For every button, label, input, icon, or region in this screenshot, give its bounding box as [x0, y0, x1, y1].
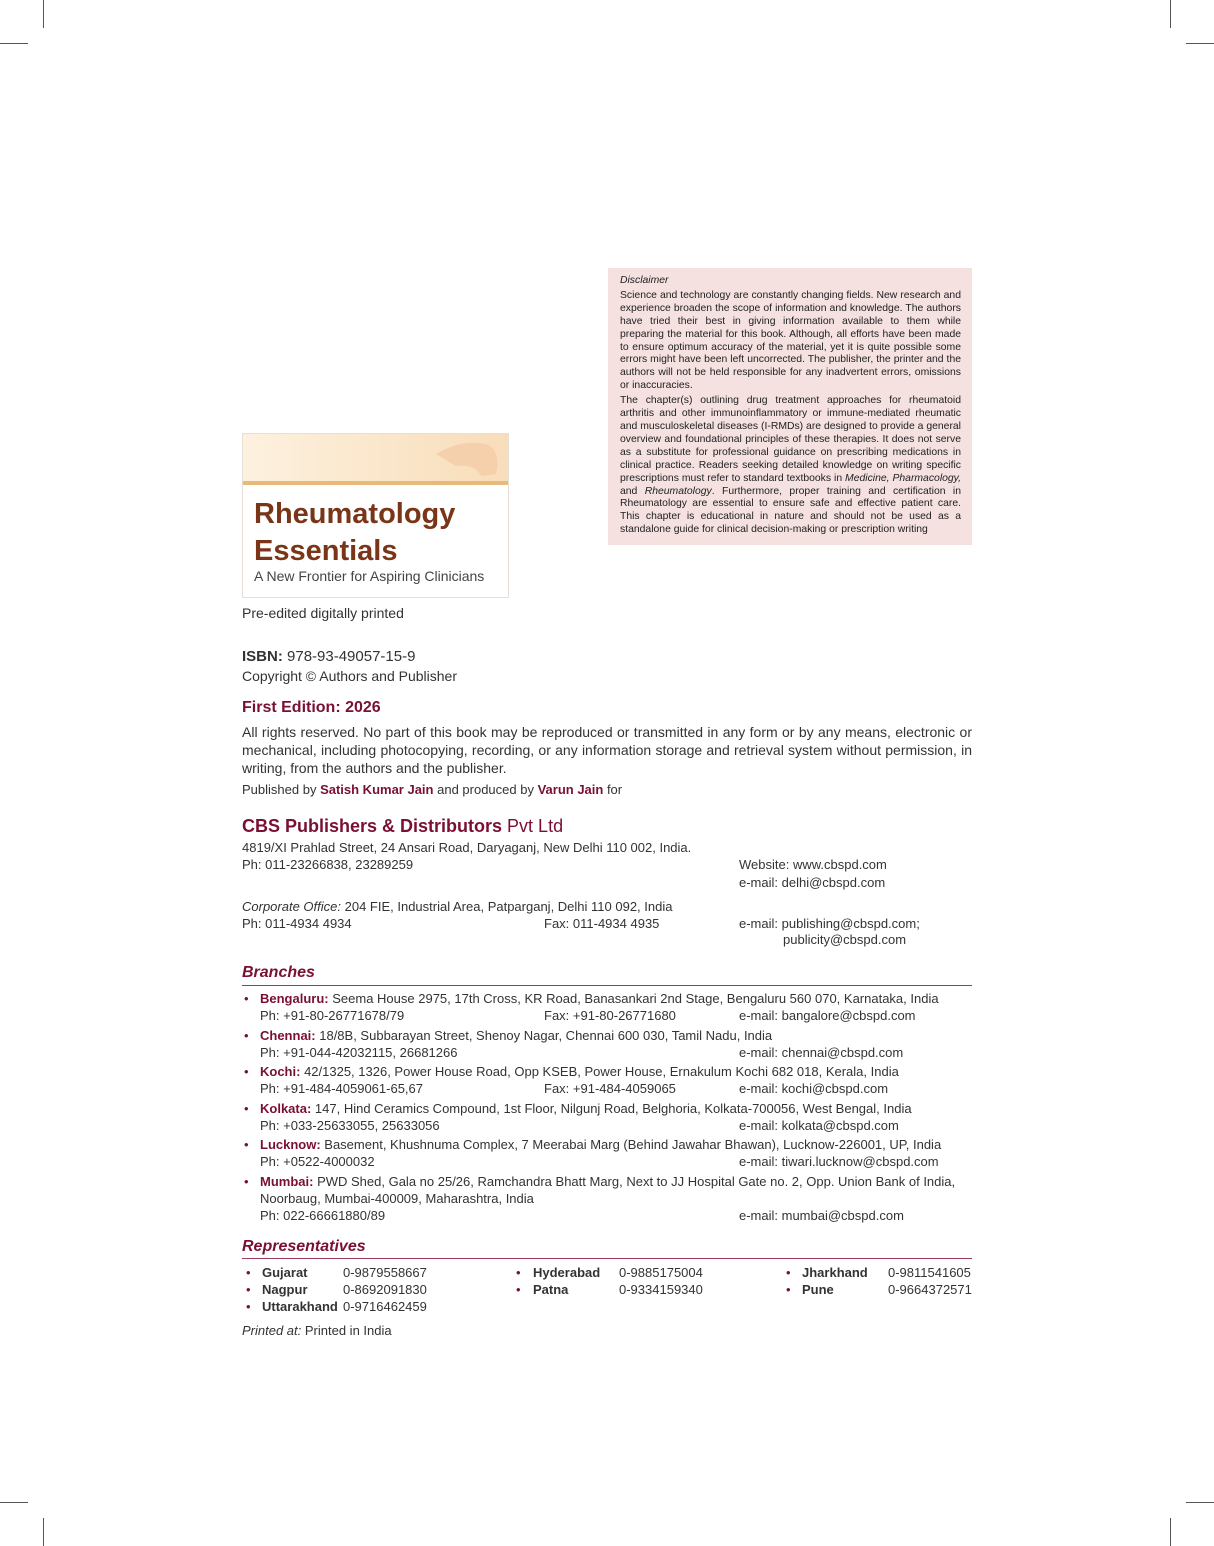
bullet-icon: •: [244, 1101, 249, 1116]
branch-phone: Ph: +91-80-26771678/79: [260, 1008, 405, 1023]
branch-email: e-mail: kolkata@cbspd.com: [739, 1118, 899, 1133]
branches-heading: Branches: [242, 964, 315, 981]
representative-name: Pune: [802, 1282, 834, 1297]
cover-subtitle: A New Frontier for Aspiring Clinicians: [254, 568, 485, 584]
corporate-email: e-mail: publishing@cbspd.com;: [739, 916, 920, 931]
text: . Furthermore, proper training and certification in Rheumatology are essential to ensure safe and effective patient care. This chapter is educational in nature and should not be used as a standalone guide for clinical decision-making or prescription writing: [620, 485, 961, 536]
branch-email: e-mail: mumbai@cbspd.com: [739, 1208, 904, 1223]
text: The chapter(s) outlining drug treatment approaches for rheumatoid arthritis and other immunoinflammatory or immune-mediated rheumatic and musculoskeletal diseases (I-RMDs) are designed to provide a general overview and foundational principles of these therapies. It does not serve as a substitute for professional guidance on prescribing medications in clinical practice. Readers seeking detailed knowledge on writing specific prescriptions must refer to standard textbooks in: [620, 395, 961, 484]
representative-name: Gujarat: [262, 1265, 308, 1280]
text: Medicine, Pharmacology,: [845, 472, 961, 484]
representative-phone: 0-9334159340: [619, 1282, 703, 1297]
divider: [242, 985, 972, 986]
crop-mark: [1170, 1518, 1171, 1546]
branch-phone: Ph: +033-25633055, 25633056: [260, 1118, 440, 1133]
publisher-name: [242, 816, 563, 837]
branch-name: Kolkata:: [260, 1101, 312, 1116]
publisher-email: e-mail: delhi@cbspd.com: [739, 875, 886, 890]
branch-address: 18/8B, Subbarayan Street, Shenoy Nagar, Chennai 600 030, Tamil Nadu, India: [315, 1028, 773, 1043]
branch-email: e-mail: tiwari.lucknow@cbspd.com: [739, 1154, 939, 1169]
printed-at: [242, 1323, 392, 1338]
corporate-email: publicity@cbspd.com: [783, 932, 907, 947]
crop-mark: [0, 43, 28, 44]
representative-phone: 0-9811541605: [888, 1265, 971, 1280]
branch-fax: Fax: +91-484-4059065: [544, 1081, 676, 1096]
bullet-icon: •: [786, 1265, 791, 1280]
text: and produced by: [433, 782, 538, 797]
bullet-icon: •: [516, 1265, 521, 1280]
branch-name: Kochi:: [260, 1064, 301, 1079]
crop-mark: [0, 1502, 28, 1503]
isbn-value: 978-93-49057-15-9: [282, 648, 416, 665]
representative-name: Nagpur: [262, 1282, 308, 1297]
branch-email: e-mail: kochi@cbspd.com: [739, 1081, 889, 1096]
bullet-icon: •: [786, 1282, 791, 1297]
crop-mark: [1170, 0, 1171, 28]
text: 204 FIE, Industrial Area, Patparganj, Delhi 110 092, India: [341, 899, 673, 914]
isbn: [242, 648, 415, 665]
bullet-icon: •: [244, 991, 249, 1006]
branch-phone: Ph: 022-66661880/89: [260, 1208, 386, 1223]
crop-mark: [43, 0, 44, 28]
branch-address: Basement, Khushnuma Complex, 7 Meerabai Marg (Behind Jawahar Bhawan), Lucknow-226001, UP, India: [320, 1137, 942, 1152]
disclaimer-heading: Disclaimer: [620, 275, 669, 286]
branch-name: Chennai:: [260, 1028, 316, 1043]
representative-name: Uttarakhand: [262, 1299, 338, 1314]
book-cover-thumbnail: [242, 433, 509, 598]
crop-mark: [1186, 1502, 1214, 1503]
corporate-office: [242, 899, 672, 914]
branch-address: PWD Shed, Gala no 25/26, Ramchandra Bhatt Marg, Next to JJ Hospital Gate no. 2, Opp. Union Bank of India,: [313, 1174, 956, 1189]
representative-name: Hyderabad: [533, 1265, 601, 1280]
branch-item: [260, 1064, 899, 1079]
bullet-icon: •: [244, 1174, 249, 1189]
branch-address: 42/1325, 1326, Power House Road, Opp KSEB, Power House, Ernakulum Kochi 682 018, Kerala, India: [300, 1064, 899, 1079]
text: Printed in India: [301, 1323, 392, 1338]
branch-item: [260, 991, 939, 1006]
publisher-address: 4819/XI Prahlad Street, 24 Ansari Road, Daryaganj, New Delhi 110 002, India.: [242, 840, 692, 855]
branch-phone: Ph: +91-044-42032115, 26681266: [260, 1045, 458, 1060]
text: Published by: [242, 782, 321, 797]
representatives-heading: Representatives: [242, 1238, 366, 1255]
text: Printed at:: [242, 1323, 302, 1338]
bullet-icon: •: [246, 1282, 251, 1297]
bullet-icon: •: [244, 1137, 249, 1152]
representative-phone: 0-8692091830: [343, 1282, 427, 1297]
publisher-website: Website: www.cbspd.com: [739, 857, 887, 872]
branch-phone: Ph: +0522-4000032: [260, 1154, 375, 1169]
disclaimer-paragraph: Science and technology are constantly changing fields. New research and experience broaden the scope of information and knowledge. The authors have tried their best in giving information available to them while preparing the material for this book. Although, all efforts have been made to ensure optimum accuracy of the material, yet it is quite possible some errors might have been left uncorrected. The publisher, the printer and the authors will not be held responsible for any inadvertent errors, omissions or inaccuracies.: [620, 289, 961, 392]
branch-fax: Fax: +91-80-26771680: [544, 1008, 676, 1023]
crop-mark: [43, 1518, 44, 1546]
branch-name: Mumbai:: [260, 1174, 314, 1189]
bullet-icon: •: [244, 1064, 249, 1079]
branch-address: Noorbaug, Mumbai-400009, Maharashtra, India: [260, 1191, 534, 1206]
publisher-person: Satish Kumar Jain: [320, 782, 434, 797]
corporate-fax: Fax: 011-4934 4935: [544, 916, 660, 931]
crop-mark: [1186, 43, 1214, 44]
copyright: Copyright © Authors and Publisher: [242, 668, 457, 684]
branch-name: Bengaluru:: [260, 991, 329, 1006]
text: Corporate Office:: [242, 899, 341, 914]
disclaimer-box: [608, 268, 972, 545]
bullet-icon: •: [244, 1028, 249, 1043]
representative-phone: 0-9664372571: [888, 1282, 972, 1297]
edition: First Edition: 2026: [242, 699, 381, 716]
text: for: [603, 782, 623, 797]
text: CBS Publishers & Distributors: [242, 816, 503, 836]
branch-item: [260, 1028, 772, 1043]
cover-hand-image: [243, 434, 508, 485]
branch-phone: Ph: +91-484-4059061-65,67: [260, 1081, 423, 1096]
producer-person: Varun Jain: [537, 782, 604, 797]
representative-name: Patna: [533, 1282, 569, 1297]
corporate-phone: Ph: 011-4934 4934: [242, 916, 352, 931]
published-by: [242, 782, 622, 797]
branch-item: [260, 1137, 941, 1152]
disclaimer-paragraph: [620, 395, 961, 537]
branch-name: Lucknow:: [260, 1137, 321, 1152]
representative-phone: 0-9885175004: [619, 1265, 703, 1280]
branch-address: Seema House 2975, 17th Cross, KR Road, Banasankari 2nd Stage, Bengaluru 560 070, Karnataka, India: [328, 991, 939, 1006]
divider: [242, 1258, 972, 1259]
bullet-icon: •: [516, 1282, 521, 1297]
representative-phone: 0-9716462459: [343, 1299, 427, 1314]
rights-statement: All rights reserved. No part of this book may be reproduced or transmitted in any form or by any means, electronic or mechanical, including photocopying, recording, or any information storage and retrieval system without permission, in writing, from the authors and the publisher.: [242, 724, 972, 776]
publisher-phone: Ph: 011-23266838, 23289259: [242, 857, 414, 872]
isbn-label: ISBN:: [242, 648, 283, 665]
cover-title: [254, 496, 455, 570]
bullet-icon: •: [246, 1299, 251, 1314]
branch-address: 147, Hind Ceramics Compound, 1st Floor, Nilgunj Road, Belghoria, Kolkata-700056, West Bengal, India: [311, 1101, 912, 1116]
text: Rheumatology: [644, 485, 712, 497]
bullet-icon: •: [246, 1265, 251, 1280]
hand-illustration-icon: [426, 434, 506, 479]
text: Essentials: [254, 535, 398, 567]
pre-edited-note: Pre-edited digitally printed: [242, 605, 404, 621]
text: and: [620, 485, 645, 497]
representative-phone: 0-9879558667: [343, 1265, 427, 1280]
branch-email: e-mail: chennai@cbspd.com: [739, 1045, 904, 1060]
branch-item: [260, 1101, 912, 1116]
representative-name: Jharkhand: [802, 1265, 868, 1280]
text: Rheumatology: [254, 498, 456, 530]
branch-email: e-mail: bangalore@cbspd.com: [739, 1008, 916, 1023]
text: Pvt Ltd: [502, 816, 564, 836]
branch-item: [260, 1174, 955, 1189]
